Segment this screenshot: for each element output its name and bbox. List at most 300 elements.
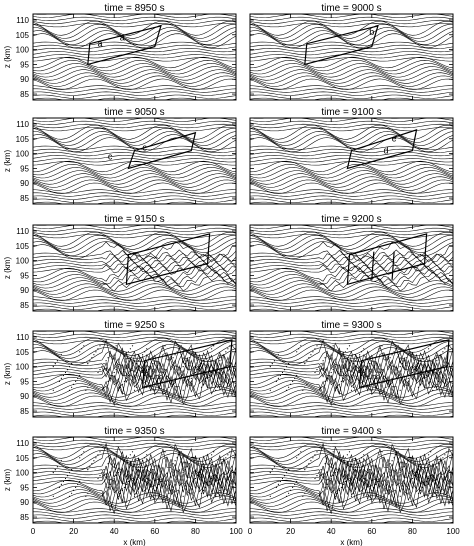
contour-line — [250, 183, 453, 194]
turbulence-mark — [390, 463, 391, 464]
turbulence-mark — [335, 390, 336, 391]
contour-line — [250, 164, 453, 175]
contour-line — [250, 502, 453, 513]
panel-9 — [3, 426, 243, 546]
contour-line — [250, 396, 453, 407]
contour-line — [33, 57, 236, 68]
turbulence-mark — [83, 451, 84, 452]
turbulence-mark — [191, 460, 192, 461]
turbulence-mark — [410, 481, 411, 482]
turbulence-mark — [53, 366, 54, 367]
turbulence-mark — [175, 378, 176, 379]
turbulence-mark — [410, 457, 411, 458]
turbulence-mark — [148, 475, 149, 476]
turbulence-mark — [392, 484, 393, 485]
turbulence-mark — [288, 363, 289, 364]
contour-line — [33, 152, 236, 156]
turbulence-mark — [428, 454, 429, 455]
turbulence-mark — [329, 481, 330, 482]
turbulence-mark — [278, 378, 279, 379]
contour-line — [33, 14, 236, 18]
turbulence-mark — [392, 378, 393, 379]
turbulence-mark — [114, 372, 115, 373]
turbulence-mark — [63, 375, 64, 376]
contour-lines — [250, 328, 453, 422]
turbulence-mark — [325, 381, 326, 382]
turbulence-mark — [428, 372, 429, 373]
turbulence-mark — [398, 345, 399, 346]
turbulence-mark — [152, 469, 153, 470]
region-letter: a — [97, 38, 103, 49]
turbulence-mark — [270, 390, 271, 391]
region-letter: e — [391, 133, 397, 144]
y-tick-label: 100 — [15, 362, 29, 372]
contour-line — [33, 79, 236, 90]
contour-line — [250, 524, 453, 528]
turbulence-mark — [276, 463, 277, 464]
turbulence-mark — [132, 451, 133, 452]
panel-10 — [248, 426, 460, 546]
turbulence-mark — [112, 481, 113, 482]
turbulence-mark — [351, 496, 352, 497]
turbulence-mark — [373, 381, 374, 382]
contour-line — [33, 121, 236, 125]
turbulence-mark — [162, 478, 163, 479]
contour-line — [250, 70, 453, 81]
contour-line — [250, 118, 453, 122]
turbulence-mark — [108, 463, 109, 464]
turbulence-mark — [71, 493, 72, 494]
turbulence-mark — [201, 363, 202, 364]
turbulence-mark — [173, 381, 174, 382]
contour-line — [33, 337, 236, 341]
turbulence-mark — [392, 460, 393, 461]
turbulence-mark — [193, 351, 194, 352]
turbulence-mark — [367, 472, 368, 473]
turbulence-mark — [120, 493, 121, 494]
panel-title: time = 9150 s — [104, 214, 165, 225]
turbulence-mark — [63, 481, 64, 482]
turbulence-mark — [166, 390, 167, 391]
turbulence-mark — [335, 496, 336, 497]
turbulence-mark — [158, 378, 159, 379]
turbulence-mark — [387, 384, 388, 385]
turbulence-mark — [99, 345, 100, 346]
contour-line — [33, 387, 236, 398]
turbulence-mark — [136, 493, 137, 494]
turbulence-mark — [438, 381, 439, 382]
turbulence-mark — [410, 351, 411, 352]
contour-line — [33, 390, 236, 401]
turbulence-mark — [294, 378, 295, 379]
turbulence-mark — [223, 460, 224, 461]
turbulence-mark — [377, 375, 378, 376]
turbulence-mark — [175, 484, 176, 485]
turbulence-mark — [280, 375, 281, 376]
turbulence-mark — [219, 360, 220, 361]
turbulence-mark — [57, 360, 58, 361]
turbulence-mark — [211, 478, 212, 479]
contour-line — [250, 440, 453, 444]
turbulence-mark — [150, 472, 151, 473]
contour-line — [250, 281, 453, 292]
turbulence-mark — [347, 454, 348, 455]
panel-title: time = 9000 s — [321, 3, 382, 14]
turbulence-mark — [71, 469, 72, 470]
contour-line — [33, 73, 236, 84]
contour-line — [33, 312, 236, 316]
turbulence-mark — [272, 469, 273, 470]
y-tick-label: 85 — [20, 407, 29, 417]
turbulence-mark — [207, 484, 208, 485]
contour-line — [250, 284, 453, 295]
turbulence-mark — [85, 390, 86, 391]
panel-5 — [3, 214, 236, 316]
turbulence-mark — [361, 481, 362, 482]
turbulence-mark — [75, 381, 76, 382]
turbulence-mark — [367, 366, 368, 367]
turbulence-mark — [195, 372, 196, 373]
turbulence-mark — [110, 378, 111, 379]
turbulence-mark — [209, 481, 210, 482]
contour-line — [250, 48, 453, 52]
contour-line — [33, 502, 236, 513]
turbulence-mark — [211, 348, 212, 349]
turbulence-mark — [408, 378, 409, 379]
contour-lines — [250, 222, 453, 316]
turbulence-mark — [325, 463, 326, 464]
turbulence-mark — [375, 484, 376, 485]
turbulence-mark — [191, 354, 192, 355]
turbulence-mark — [308, 357, 309, 358]
turbulence-mark — [408, 354, 409, 355]
contour-line — [250, 496, 453, 507]
turbulence-mark — [199, 472, 200, 473]
turbulence-mark — [394, 457, 395, 458]
turbulence-mark — [79, 457, 80, 458]
turbulence-mark — [177, 457, 178, 458]
turbulence-mark — [310, 460, 311, 461]
contour-line — [250, 161, 453, 172]
turbulence-mark — [420, 490, 421, 491]
turbulence-mark — [138, 360, 139, 361]
turbulence-mark — [116, 369, 117, 370]
turbulence-mark — [132, 345, 133, 346]
turbulence-mark — [211, 372, 212, 373]
highlight-box — [305, 26, 378, 65]
turbulence-mark — [61, 354, 62, 355]
contour-line — [250, 446, 453, 450]
contour-line — [33, 124, 236, 128]
turbulence-mark — [91, 357, 92, 358]
turbulence-mark — [349, 345, 350, 346]
turbulence-mark — [446, 451, 447, 452]
turbulence-mark — [140, 463, 141, 464]
turbulence-mark — [418, 363, 419, 364]
turbulence-mark — [349, 451, 350, 452]
turbulence-mark — [95, 457, 96, 458]
turbulence-mark — [136, 387, 137, 388]
turbulence-mark — [331, 478, 332, 479]
turbulence-mark — [67, 475, 68, 476]
turbulence-mark — [185, 469, 186, 470]
turbulence-mark — [116, 345, 117, 346]
turbulence-mark — [59, 463, 60, 464]
contour-line — [33, 437, 236, 441]
x-tick-label: 80 — [190, 527, 200, 536]
y-axis-label: z (km) — [3, 362, 12, 386]
turbulence-mark — [69, 390, 70, 391]
y-tick-label: 90 — [20, 392, 29, 402]
contour-line — [33, 225, 236, 229]
turbulence-mark — [183, 472, 184, 473]
turbulence-mark — [432, 496, 433, 497]
turbulence-mark — [201, 387, 202, 388]
y-tick-label: 85 — [20, 513, 29, 523]
turbulence-mark — [154, 466, 155, 467]
contour-lines — [250, 434, 453, 528]
y-tick-label: 105 — [15, 347, 29, 357]
turbulence-mark — [323, 360, 324, 361]
turbulence-mark — [304, 493, 305, 494]
contour-lines — [33, 11, 236, 105]
highlight-box — [126, 234, 209, 284]
turbulence-mark — [179, 348, 180, 349]
turbulence-mark — [288, 469, 289, 470]
y-tick-label: 90 — [20, 498, 29, 508]
turbulence-mark — [114, 478, 115, 479]
turbulence-mark — [103, 363, 104, 364]
turbulence-mark — [223, 354, 224, 355]
y-tick-label: 100 — [15, 149, 29, 159]
turbulence-mark — [333, 369, 334, 370]
turbulence-mark — [177, 351, 178, 352]
contour-line — [33, 284, 236, 295]
turbulence-mark — [390, 357, 391, 358]
x-tick-label: 80 — [407, 527, 417, 536]
turbulence-mark — [270, 366, 271, 367]
contour-line — [250, 20, 453, 24]
turbulence-mark — [438, 463, 439, 464]
turbulence-mark — [341, 381, 342, 382]
turbulence-mark — [124, 487, 125, 488]
turbulence-mark — [270, 472, 271, 473]
turbulence-mark — [61, 378, 62, 379]
panel-3 — [3, 107, 236, 209]
turbulence-mark — [353, 469, 354, 470]
turbulence-mark — [442, 457, 443, 458]
contour-lines — [250, 115, 453, 209]
turbulence-mark — [436, 384, 437, 385]
turbulence-mark — [217, 493, 218, 494]
x-tick-label: 0 — [247, 527, 253, 536]
turbulence-mark — [122, 384, 123, 385]
turbulence-mark — [183, 496, 184, 497]
turbulence-mark — [379, 372, 380, 373]
y-tick-label: 100 — [15, 45, 29, 55]
turbulence-mark — [278, 460, 279, 461]
turbulence-mark — [205, 381, 206, 382]
turbulence-mark — [211, 454, 212, 455]
turbulence-mark — [420, 360, 421, 361]
turbulence-mark — [292, 487, 293, 488]
turbulence-mark — [353, 493, 354, 494]
turbulence-mark — [219, 384, 220, 385]
turbulence-mark — [314, 478, 315, 479]
turbulence-mark — [353, 387, 354, 388]
turbulence-mark — [65, 372, 66, 373]
turbulence-mark — [314, 348, 315, 349]
turbulence-mark — [400, 472, 401, 473]
turbulence-mark — [79, 375, 80, 376]
contour-line — [33, 334, 236, 338]
turbulence-mark — [292, 381, 293, 382]
turbulence-mark — [329, 375, 330, 376]
turbulence-mark — [402, 363, 403, 364]
turbulence-mark — [390, 381, 391, 382]
contour-line — [250, 205, 453, 209]
contour-line — [33, 23, 236, 27]
turbulence-mark — [282, 372, 283, 373]
turbulence-mark — [187, 466, 188, 467]
turbulence-mark — [126, 354, 127, 355]
turbulence-mark — [189, 357, 190, 358]
y-tick-label: 100 — [15, 468, 29, 478]
turbulence-mark — [173, 463, 174, 464]
turbulence-mark — [333, 475, 334, 476]
turbulence-mark — [385, 387, 386, 388]
turbulence-mark — [304, 387, 305, 388]
turbulence-mark — [422, 381, 423, 382]
y-tick-label: 95 — [20, 271, 29, 281]
turbulence-mark — [381, 475, 382, 476]
turbulence-mark — [438, 357, 439, 358]
turbulence-mark — [87, 387, 88, 388]
turbulence-mark — [87, 469, 88, 470]
contour-line — [33, 17, 236, 21]
turbulence-mark — [412, 478, 413, 479]
turbulence-mark — [221, 357, 222, 358]
turbulence-mark — [288, 387, 289, 388]
turbulence-mark — [162, 454, 163, 455]
turbulence-mark — [99, 451, 100, 452]
turbulence-mark — [306, 360, 307, 361]
turbulence-mark — [118, 390, 119, 391]
turbulence-mark — [144, 375, 145, 376]
turbulence-mark — [205, 487, 206, 488]
turbulence-mark — [144, 351, 145, 352]
turbulence-mark — [428, 478, 429, 479]
turbulence-mark — [365, 369, 366, 370]
turbulence-mark — [363, 478, 364, 479]
turbulence-mark — [53, 496, 54, 497]
turbulence-mark — [59, 381, 60, 382]
turbulence-mark — [173, 487, 174, 488]
turbulence-mark — [77, 378, 78, 379]
turbulence-mark — [69, 472, 70, 473]
contour-line — [250, 127, 453, 131]
turbulence-mark — [316, 451, 317, 452]
panel-1 — [3, 3, 236, 105]
turbulence-mark — [229, 475, 230, 476]
region-letter: a — [119, 32, 125, 43]
contour-line — [250, 331, 453, 335]
turbulence-mark — [126, 378, 127, 379]
turbulence-mark — [387, 490, 388, 491]
contour-line — [250, 437, 453, 441]
turbulence-mark — [175, 460, 176, 461]
contour-line — [33, 496, 236, 507]
turbulence-mark — [337, 387, 338, 388]
turbulence-mark — [191, 484, 192, 485]
turbulence-mark — [55, 363, 56, 364]
turbulence-mark — [116, 475, 117, 476]
y-tick-label: 100 — [15, 256, 29, 266]
turbulence-mark — [164, 475, 165, 476]
turbulence-mark — [87, 493, 88, 494]
turbulence-mark — [363, 372, 364, 373]
turbulence-mark — [420, 466, 421, 467]
turbulence-mark — [333, 345, 334, 346]
turbulence-mark — [306, 466, 307, 467]
y-tick-label: 90 — [20, 179, 29, 189]
contour-line — [33, 183, 236, 194]
contour-lines — [33, 115, 236, 209]
turbulence-mark — [300, 345, 301, 346]
contour-line — [33, 290, 236, 301]
contour-line — [250, 225, 453, 229]
turbulence-mark — [432, 390, 433, 391]
turbulence-mark — [436, 490, 437, 491]
panel-4 — [250, 107, 453, 209]
panel-title: time = 9300 s — [321, 320, 382, 331]
y-tick-label: 85 — [20, 194, 29, 204]
turbulence-mark — [335, 366, 336, 367]
turbulence-mark — [345, 481, 346, 482]
turbulence-mark — [185, 363, 186, 364]
turbulence-mark — [414, 369, 415, 370]
turbulence-mark — [304, 469, 305, 470]
turbulence-mark — [116, 451, 117, 452]
turbulence-mark — [97, 348, 98, 349]
turbulence-mark — [101, 366, 102, 367]
turbulence-mark — [430, 345, 431, 346]
panel-title: time = 9350 s — [104, 426, 165, 437]
turbulence-mark — [442, 351, 443, 352]
turbulence-mark — [57, 466, 58, 467]
turbulence-mark — [199, 366, 200, 367]
turbulence-mark — [128, 457, 129, 458]
panel-8 — [250, 320, 453, 422]
turbulence-mark — [144, 457, 145, 458]
turbulence-mark — [296, 351, 297, 352]
turbulence-mark — [156, 381, 157, 382]
turbulence-mark — [229, 369, 230, 370]
turbulence-mark — [79, 481, 80, 482]
turbulence-mark — [225, 351, 226, 352]
turbulence-mark — [359, 460, 360, 461]
turbulence-mark — [59, 487, 60, 488]
turbulence-mark — [434, 387, 435, 388]
turbulence-mark — [438, 487, 439, 488]
contour-line — [33, 164, 236, 175]
panel-2 — [250, 3, 453, 105]
turbulence-mark — [361, 375, 362, 376]
turbulence-mark — [379, 478, 380, 479]
turbulence-mark — [365, 475, 366, 476]
turbulence-mark — [383, 390, 384, 391]
turbulence-mark — [286, 390, 287, 391]
